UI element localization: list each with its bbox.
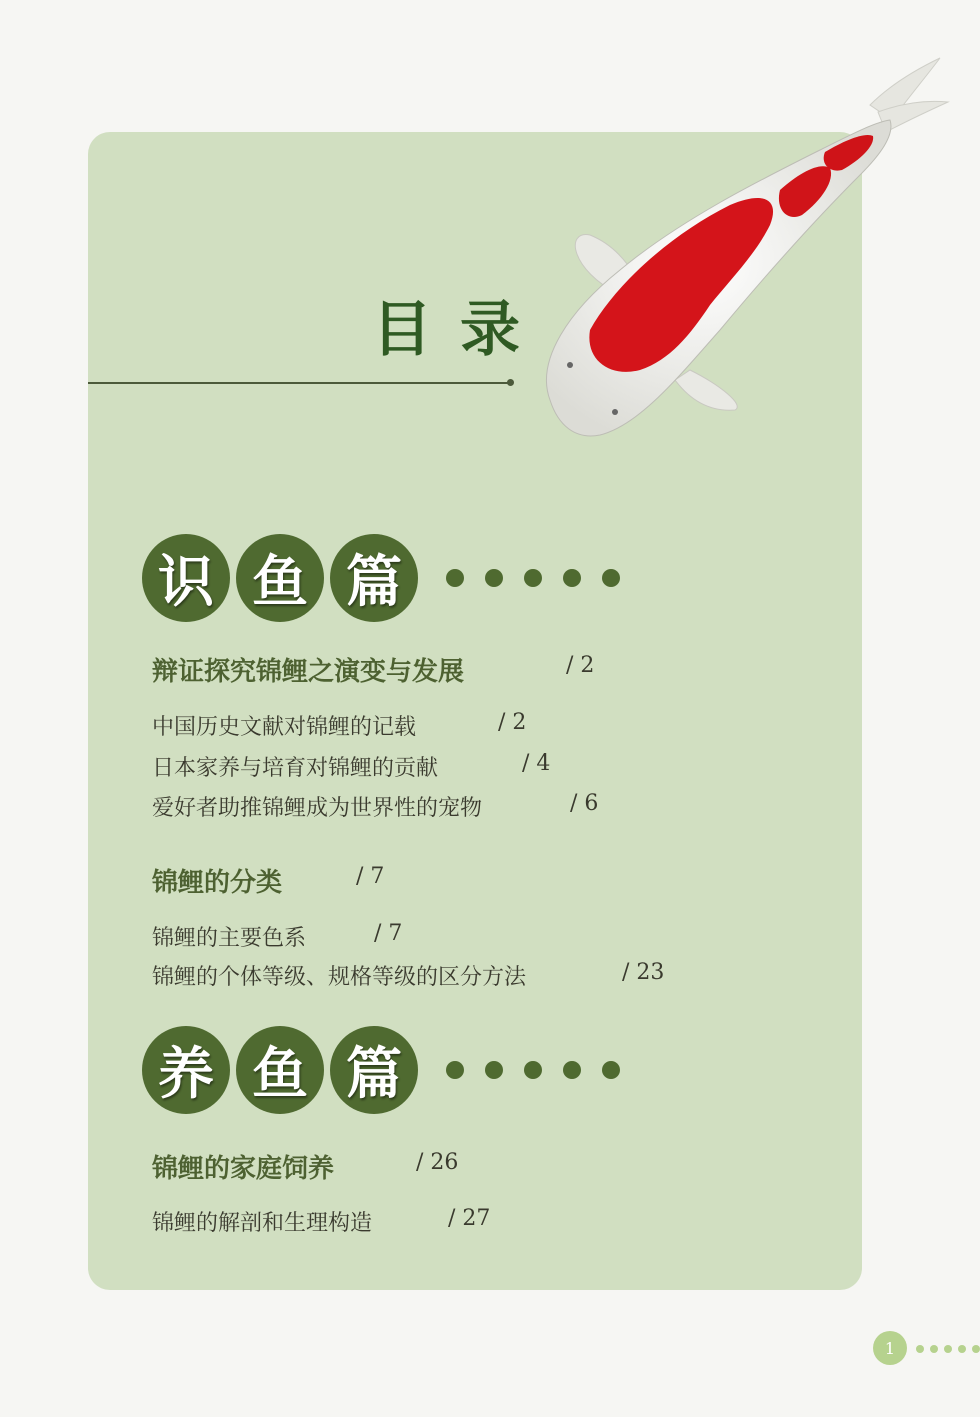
- decorative-dot: [972, 1345, 980, 1353]
- decorative-dot: [524, 569, 542, 587]
- page-title: 目录: [372, 295, 548, 365]
- koi-fish-illustration: [530, 40, 970, 460]
- part-char-circle: 鱼: [236, 1026, 324, 1114]
- part-char-circle: 识: [142, 534, 230, 622]
- decorative-dot: [446, 1061, 464, 1079]
- decorative-dot: [563, 1061, 581, 1079]
- toc-page-number: / 7: [374, 921, 403, 946]
- toc-section-title: 辩证探究锦鲤之演变与发展: [152, 657, 465, 687]
- decorative-dot: [446, 569, 464, 587]
- decorative-dot: [524, 1061, 542, 1079]
- page-number-dots: [910, 1345, 980, 1353]
- toc-subsection-title: 锦鲤的解剖和生理构造: [152, 1211, 373, 1236]
- decorative-dot: [930, 1345, 938, 1353]
- toc-subsection-entry[interactable]: [152, 921, 403, 952]
- toc-subsection-entry[interactable]: [152, 751, 551, 782]
- part-heading-2: [142, 1026, 620, 1114]
- toc-page-number: / 26: [416, 1150, 459, 1175]
- decorative-dot: [563, 569, 581, 587]
- decorative-dot: [916, 1345, 924, 1353]
- koi-eye: [612, 409, 618, 415]
- toc-section-entry[interactable]: [152, 1148, 459, 1185]
- toc-subsection-title: 中国历史文献对锦鲤的记载: [152, 715, 417, 740]
- koi-eye: [567, 362, 573, 368]
- toc-section-entry[interactable]: [152, 651, 595, 688]
- toc-subsection-entry[interactable]: [152, 710, 527, 741]
- toc-page-number: / 2: [498, 710, 527, 735]
- decorative-dot: [602, 569, 620, 587]
- part-char-circle: 鱼: [236, 534, 324, 622]
- part-char-circle: 篇: [330, 534, 418, 622]
- toc-subsection-entry[interactable]: [152, 791, 599, 822]
- title-underline: [88, 382, 512, 384]
- toc-subsection-entry[interactable]: [152, 1206, 491, 1237]
- title-underline-dot: [507, 379, 514, 386]
- toc-subsection-entry[interactable]: [152, 960, 665, 991]
- decorative-dot: [602, 1061, 620, 1079]
- part-char-circle: 养: [142, 1026, 230, 1114]
- part-heading-1: [142, 534, 620, 622]
- toc-page-number: / 23: [622, 960, 665, 985]
- part-char-circle: 篇: [330, 1026, 418, 1114]
- toc-section-title: 锦鲤的家庭饲养: [152, 1154, 335, 1184]
- toc-section-title: 锦鲤的分类: [152, 868, 283, 898]
- toc-subsection-title: 日本家养与培育对锦鲤的贡献: [152, 756, 439, 781]
- decorative-dot: [958, 1345, 966, 1353]
- toc-page-number: / 27: [448, 1206, 491, 1231]
- toc-page-number: / 6: [570, 791, 599, 816]
- toc-subsection-title: 爱好者助推锦鲤成为世界性的宠物: [152, 796, 483, 821]
- toc-page-number: / 4: [522, 751, 551, 776]
- toc-subsection-title: 锦鲤的个体等级、规格等级的区分方法: [152, 965, 527, 990]
- decorative-dot: [944, 1345, 952, 1353]
- toc-subsection-title: 锦鲤的主要色系: [152, 926, 307, 951]
- decorative-dot: [485, 1061, 503, 1079]
- toc-page-number: / 7: [356, 864, 385, 889]
- page-number-badge: 1: [873, 1331, 907, 1365]
- toc-page-number: / 2: [566, 653, 595, 678]
- decorative-dot: [485, 569, 503, 587]
- toc-section-entry[interactable]: [152, 862, 385, 899]
